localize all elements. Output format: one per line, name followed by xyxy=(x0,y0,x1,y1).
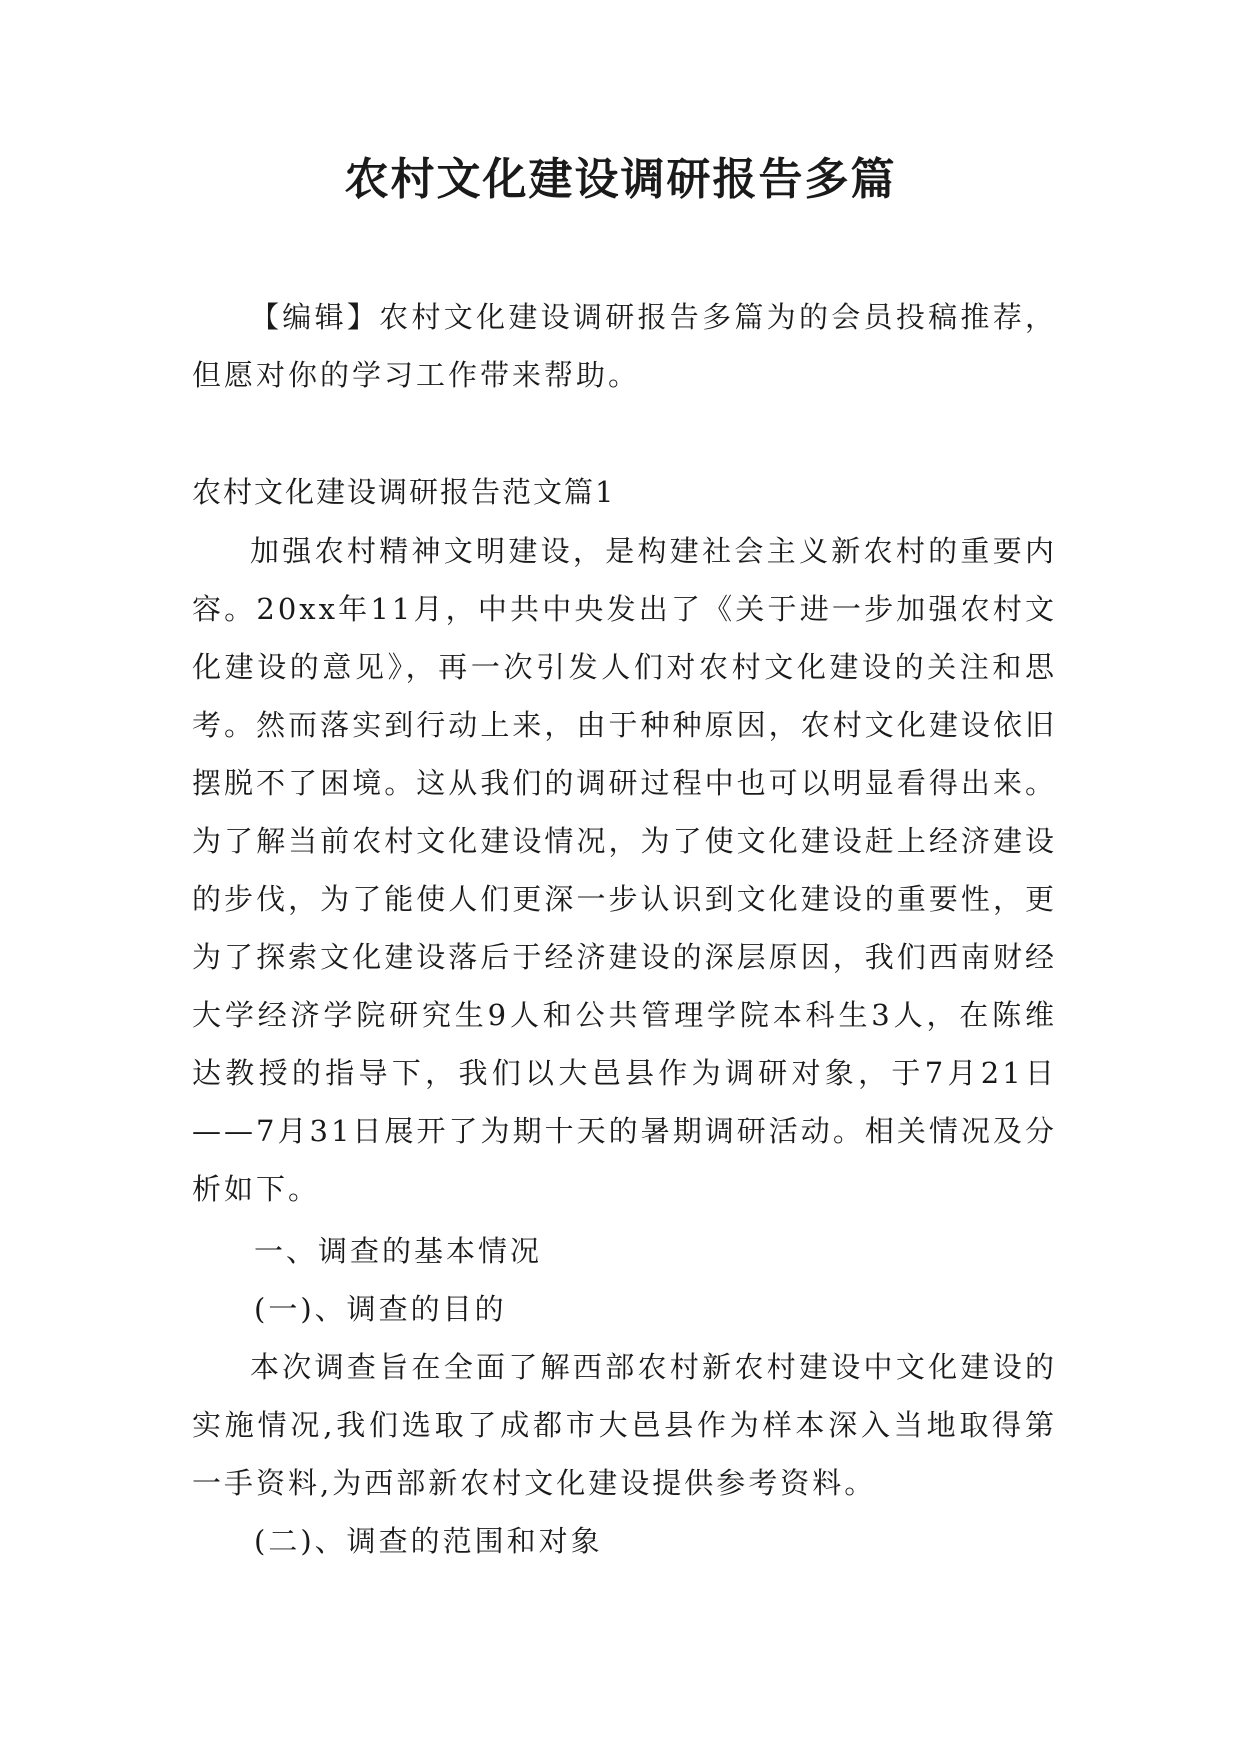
heading-survey-scope: (二)、调查的范围和对象 xyxy=(254,1524,603,1558)
body-paragraph-1: 加强农村精神文明建设，是构建社会主义新农村的重要内容。20xx年11月，中共中央发出了《关于进一步加强农村文化建设的意见》，再一次引发人们对农村文化建设的关注和思考。然而落实到行动上来，由于种种原因，农村文化建设依旧摆脱不了困境。这从我们的调研过程中也可以明显看得出来。为了解当前农村文化建设情况，为了使文化建设赶上经济建设的步伐，为了能使人们更深一步认识到文化建设的重要性，更为了探索文化建设落后于经济建设的深层原因，我们西南财经大学经济学院研究生9人和公共管理学院本科生3人，在陈维达教授的指导下，我们以大邑县作为调研对象，于7月21日——7月31日展开了为期十天的暑期调研活动。相关情况及分析如下。 xyxy=(192,534,1057,1206)
document-title: 农村文化建设调研报告多篇 xyxy=(344,154,897,205)
intro-paragraph: 【编辑】农村文化建设调研报告多篇为的会员投稿推荐，但愿对你的学习工作带来帮助。 xyxy=(192,300,1057,392)
body-paragraph-2: 本次调查旨在全面了解西部农村新农村建设中文化建设的实施情况,我们选取了成都市大邑县作为样本深入当地取得第一手资料,为西部新农村文化建设提供参考资料。 xyxy=(192,1350,1057,1500)
section-title: 农村文化建设调研报告范文篇1 xyxy=(192,475,616,509)
heading-survey-purpose: (一)、调查的目的 xyxy=(254,1292,507,1326)
heading-basic-situation: 一、调查的基本情况 xyxy=(254,1234,543,1268)
